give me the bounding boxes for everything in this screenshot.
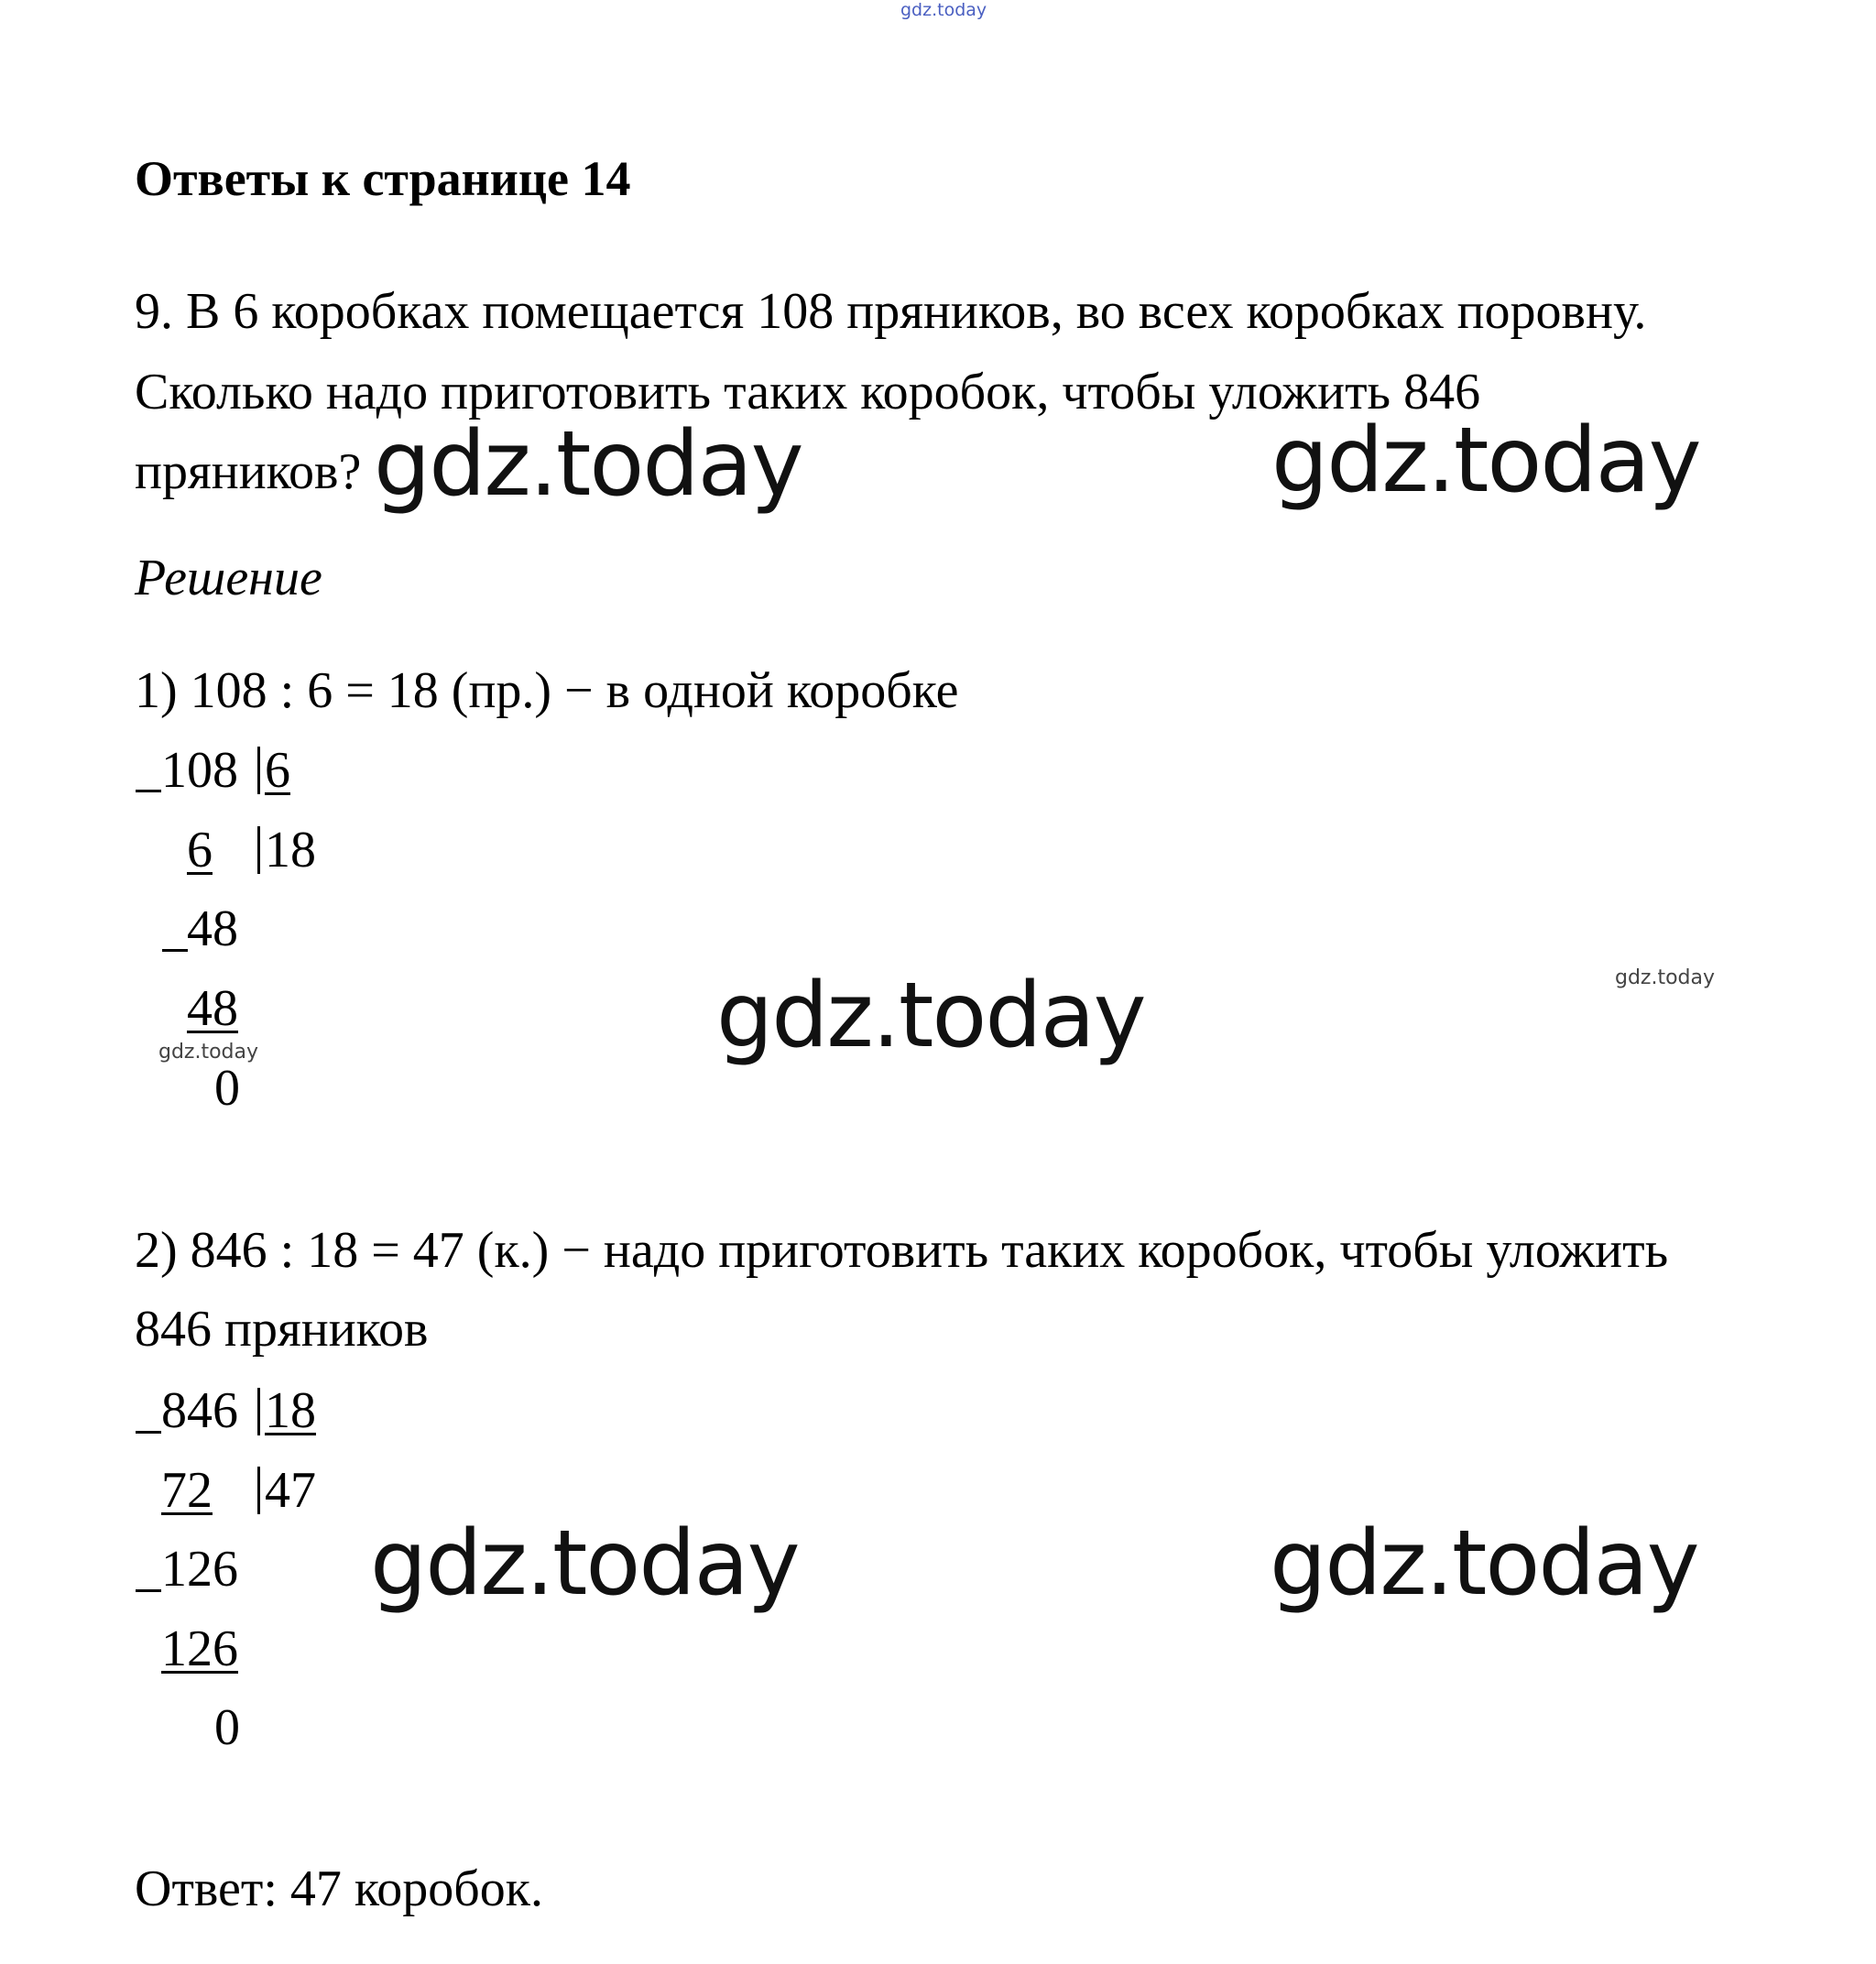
page-title: Ответы к странице 14 <box>135 151 631 206</box>
remainder: 48 <box>187 900 238 957</box>
dividend: 846 <box>161 1382 238 1439</box>
divisor: 6 <box>265 742 290 799</box>
quotient: 18 <box>265 822 316 878</box>
final-remainder: 0 <box>214 1699 240 1756</box>
subtrahend: 48 <box>187 980 238 1037</box>
watermark: gdz.today <box>158 1041 259 1064</box>
remainder: 126 <box>161 1541 238 1598</box>
division-bar <box>257 1388 260 1435</box>
quotient-bar <box>257 826 260 874</box>
minus-sign <box>136 1431 161 1434</box>
subtrahend: 6 <box>187 822 213 878</box>
watermark: gdz.today <box>716 964 1145 1068</box>
minus-sign <box>136 1589 161 1592</box>
watermark: gdz.today <box>374 412 802 517</box>
watermark: gdz.today <box>1271 409 1700 513</box>
dividend: 108 <box>161 742 238 799</box>
watermark: gdz.today <box>370 1511 799 1616</box>
minus-sign <box>162 949 188 952</box>
division-bar <box>257 747 260 794</box>
step1-text: 1) 108 : 6 = 18 (пр.) − в одной коробке <box>135 662 959 719</box>
watermark: gdz.today <box>1615 966 1716 989</box>
quotient: 47 <box>265 1462 316 1519</box>
divisor: 18 <box>265 1382 316 1439</box>
problem-line-2: Сколько надо приготовить таких коробок, чтобы уложить 846 <box>135 364 1481 420</box>
header-watermark: gdz.today <box>900 0 987 20</box>
watermark: gdz.today <box>1270 1511 1698 1616</box>
solution-label: Решение <box>135 550 322 606</box>
step2-text-line-1: 2) 846 : 18 = 47 (к.) − надо приготовить таких коробок, чтобы уложить <box>135 1222 1669 1279</box>
final-remainder: 0 <box>214 1060 240 1117</box>
subtrahend: 126 <box>161 1620 238 1677</box>
step2-text-line-2: 846 пряников <box>135 1301 429 1358</box>
subtrahend: 72 <box>161 1462 213 1519</box>
problem-line-3: пряников? <box>135 443 362 500</box>
minus-sign <box>136 790 161 792</box>
quotient-bar <box>257 1467 260 1514</box>
answer: Ответ: 47 коробок. <box>135 1860 543 1917</box>
problem-line-1: 9. В 6 коробках помещается 108 пряников, во всех коробках поровну. <box>135 283 1647 340</box>
